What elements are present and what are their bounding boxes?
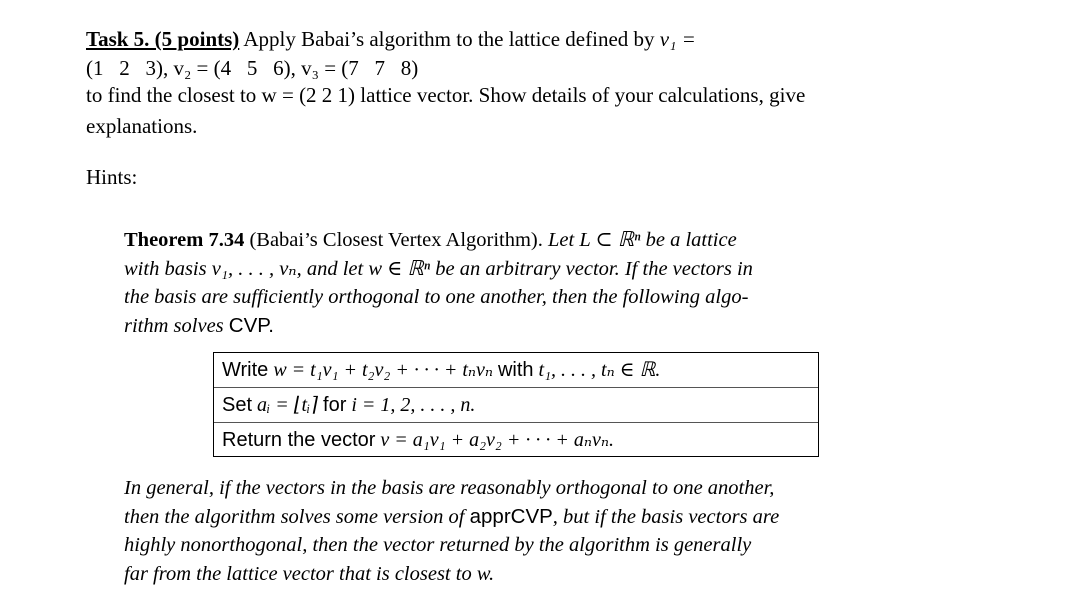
step-set-word: Set (222, 394, 253, 416)
step-set-math: aᵢ = ⌊tᵢ⌉ (257, 394, 319, 416)
closing-line-3: highly nonorthogonal, then the vector returned by the algorithm is generally (124, 534, 752, 556)
task-line-1 (86, 25, 696, 53)
step-set-math2: i = 1, 2, . . . , n. (351, 394, 476, 416)
closing-paragraph (124, 474, 779, 588)
cvp-label: CVP. (228, 313, 274, 337)
closing-line-2-post: , but if the basis vectors are (552, 505, 780, 528)
step-return-word: Return the vector (222, 429, 376, 451)
closing-line-4: far from the lattice vector that is closest to w. (124, 562, 495, 585)
algorithm-step-write (214, 353, 818, 388)
algorithm-box (213, 352, 819, 457)
task-line-3 (86, 81, 805, 109)
step-write-math2: t₁, . . . , tₙ ∈ ℝ. (538, 359, 661, 381)
theorem-line-1 (124, 226, 924, 255)
task-line-2 (86, 54, 418, 82)
closing-line-2-pre: then the algorithm solves some version of (124, 505, 465, 528)
task-title: Task 5. (5 points) (86, 27, 240, 51)
basis-vectors-math: (1 2 3), v₂ = (4 5 6), v₃ = (7 7 8) (86, 56, 419, 80)
theorem-statement-start: Let L ⊂ ℝⁿ be a lattice (548, 229, 737, 251)
task-line-4 (86, 112, 197, 140)
step-return-math: v = a₁v₁ + a₂v₂ + · · · + aₙvₙ. (380, 429, 614, 451)
step-write-with: with (497, 359, 534, 381)
theorem-last-words: rithm solves (124, 314, 224, 337)
step-write-math: w = t₁v₁ + t₂v₂ + · · · + tₙvₙ (273, 359, 493, 381)
task-instruction-text: to find the closest to w = (2 2 1) lattice vector. Show details of your calculations, give (86, 83, 806, 107)
apprcvp-label: apprCVP (469, 504, 553, 528)
step-write-word: Write (222, 359, 269, 381)
theorem-block (124, 226, 924, 340)
algorithm-step-return (214, 423, 818, 458)
theorem-heading: Theorem 7.34 (124, 229, 245, 251)
algorithm-step-set (214, 388, 818, 423)
hints-label: Hints: (86, 165, 138, 189)
theorem-name: (Babai’s Closest Vertex Algorithm). (249, 229, 543, 251)
theorem-line-4 (124, 312, 924, 341)
task-intro-text: Apply Babai’s algorithm to the lattice defined by (243, 27, 655, 51)
theorem-line-2: with basis v₁, . . . , vₙ, and let w ∈ ℝⁿ be an arbitrary vector. If the vectors in (124, 257, 753, 280)
closing-line-2 (124, 503, 779, 532)
closing-line-1: In general, if the vectors in the basis are reasonably orthogonal to one another, (124, 477, 775, 499)
theorem-line-3: the basis are sufficiently orthogonal to one another, then the following algo- (124, 286, 749, 308)
step-set-for: for (323, 394, 347, 416)
v1-math: v₁ = (659, 27, 696, 51)
task-explanations-text: explanations. (86, 114, 198, 138)
